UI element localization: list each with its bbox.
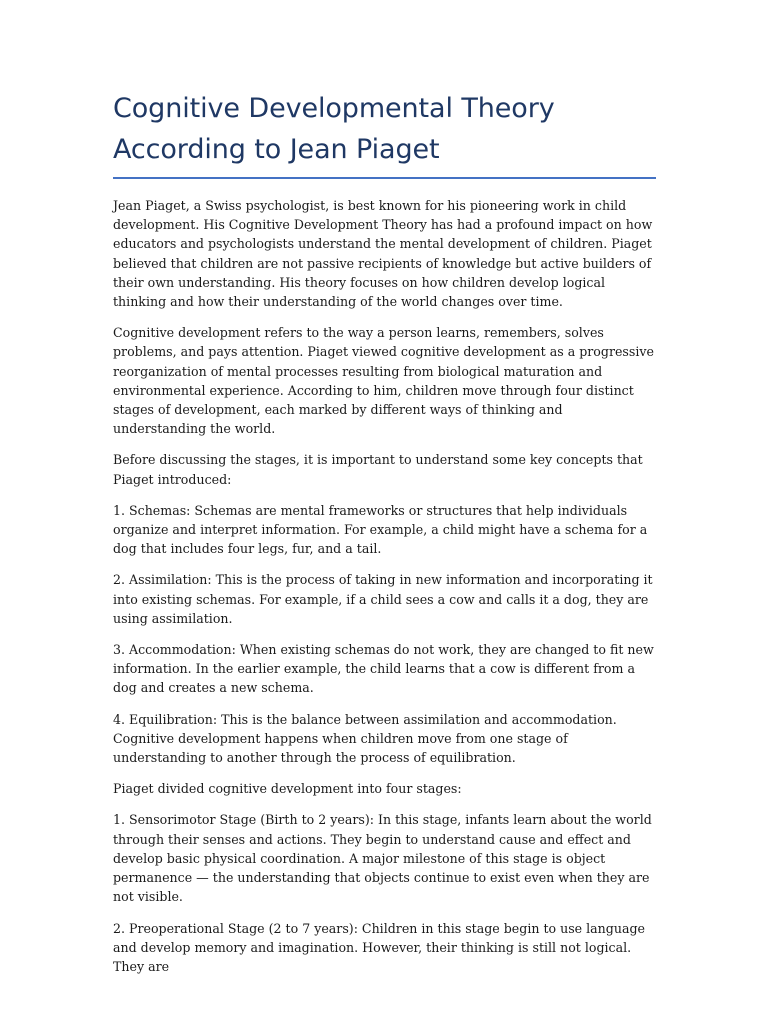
title-line-1: Cognitive Developmental Theory — [113, 93, 555, 124]
document-title — [113, 88, 656, 170]
title-line-2: According to Jean Piaget — [113, 134, 440, 165]
title-underline-rule — [113, 177, 656, 179]
paragraph-schemas: 1. Schemas: Schemas are mental frameworks or structures that help individuals organize and interpret information. For example, a child might have a schema for a dog that includes four legs, fur, and a tail. — [113, 502, 648, 557]
paragraph-equilibration: 4. Equilibration: This is the balance between assimilation and accommodation. Cognitive development happens when children move from one stage of understanding to another through the process of equilibration. — [113, 711, 617, 766]
paragraph-definition: Cognitive development refers to the way a person learns, remembers, solves problems, and pays attention. Piaget viewed cognitive development as a progressive reorganization of mental processes resulting from biological maturation and environmental experience. According to him, children move through four distinct stages of development, each marked by different ways of thinking and understanding the world. — [113, 325, 654, 437]
paragraph-stages-intro: Piaget divided cognitive development into four stages: — [113, 781, 462, 797]
paragraph-key-concepts-intro: Before discussing the stages, it is important to understand some key concepts that Piaget introduced: — [113, 452, 643, 487]
paragraph-sensorimotor-stage: 1. Sensorimotor Stage (Birth to 2 years): In this stage, infants learn about the world through their senses and actions. They begin to understand cause and effect and develop basic physical coordination. A major milestone of this stage is object permanence — the understanding that objects continue to exist even when they are not visible. — [113, 812, 652, 905]
paragraph-intro: Jean Piaget, a Swiss psychologist, is best known for his pioneering work in child development. His Cognitive Development Theory has had a profound impact on how educators and psychologists understand the mental development of children. Piaget believed that children are not passive recipients of knowledge but active builders of their own understanding. His theory focuses on how children develop logical thinking and how their understanding of the world changes over time. — [113, 198, 653, 310]
paragraph-assimilation: 2. Assimilation: This is the process of taking in new information and incorporating it into existing schemas. For example, if a child sees a cow and calls it a dog, they are using assimilation. — [113, 572, 653, 626]
paragraph-accommodation: 3. Accommodation: When existing schemas do not work, they are changed to fit new information. In the earlier example, the child learns that a cow is different from a dog and creates a new schema. — [113, 642, 654, 696]
paragraph-preoperational-stage: 2. Preoperational Stage (2 to 7 years): Children in this stage begin to use language and develop memory and imagination. However, their thinking is still not logical. They are — [113, 920, 645, 974]
document-page — [113, 88, 656, 988]
